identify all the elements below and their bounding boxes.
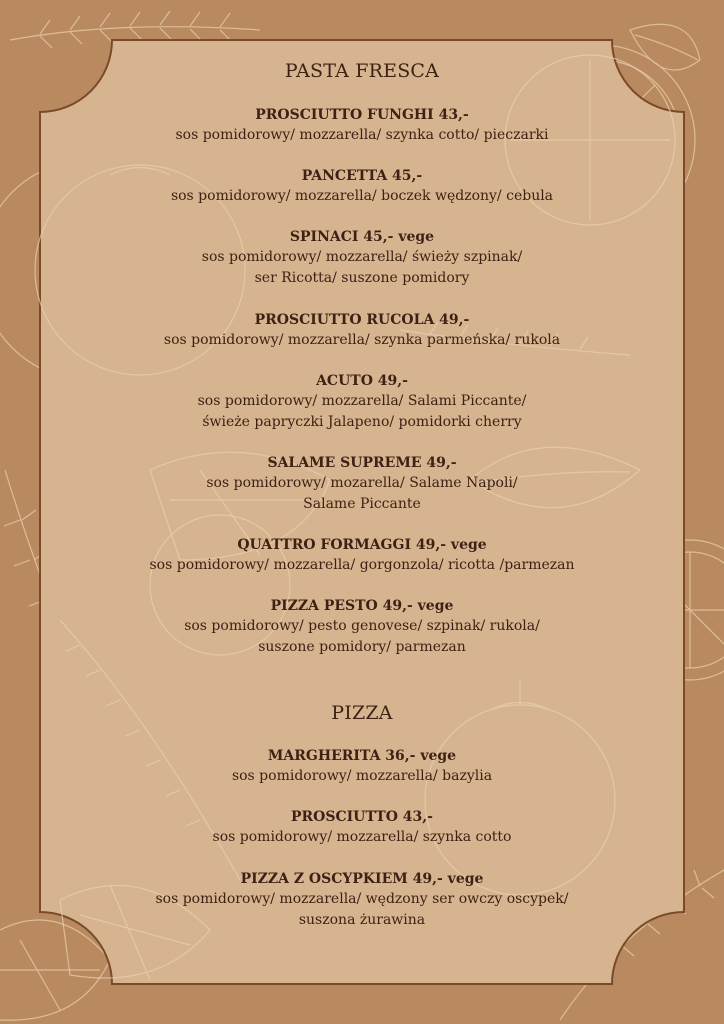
menu-item-title: SALAME SUPREME 49,- [267,455,457,471]
menu-item-title: PANCETTA 45,- [301,168,423,184]
menu-item-description: Salame Piccante [303,496,421,512]
menu-item-description: sos pomidorowy/ mozzarella/ boczek wędzony/ cebula [170,188,554,204]
menu-item-description: sos pomidorowy/ mozzarella/ Salami Piccante/ [197,393,527,409]
menu-item-title: PROSCIUTTO FUNGHI 43,- [255,107,469,123]
menu-item-description: sos pomidorowy/ mozzarella/ szynka cotto [212,829,512,845]
menu-item [40,227,684,289]
menu-item-title: PIZZA PESTO 49,- vege [270,598,454,614]
menu-item [40,166,684,207]
menu-item-description: sos pomidorowy/ mozzarella/ świeży szpinak/ [201,249,523,265]
menu-item [40,596,684,658]
menu-item-title: ACUTO 49,- [316,373,408,389]
menu-item-description: sos pomidorowy/ pesto genovese/ szpinak/ rukola/ [184,618,540,634]
menu-item [40,453,684,515]
menu-item-title: PROSCIUTTO RUCOLA 49,- [254,312,470,328]
menu-item-description: sos pomidorowy/ mozzarella/ szynka cotto/ pieczarki [175,127,549,143]
menu-item-title: PROSCIUTTO 43,- [291,809,433,825]
menu-item [40,105,684,146]
menu-item [40,535,684,576]
menu-item-description: świeże papryczki Jalapeno/ pomidorki cherry [202,414,522,430]
section-title-pasta-fresca: PASTA FRESCA [284,60,440,82]
menu-item-description: sos pomidorowy/ mozzarella/ gorgonzola/ ricotta /parmezan [149,557,575,573]
menu-item [40,746,684,787]
menu-item-description: sos pomidorowy/ mozzarella/ bazylia [231,768,493,784]
menu-item-description: sos pomidorowy/ mozzarella/ szynka parmeńska/ rukola [163,332,561,348]
menu-item-description: ser Ricotta/ suszone pomidory [254,270,470,286]
menu-item [40,869,684,931]
menu-item [40,807,684,848]
menu-item [40,310,684,351]
menu-item-title: MARGHERITA 36,- vege [267,748,457,764]
menu-item-description: sos pomidorowy/ mozzarella/ wędzony ser owczy oscypek/ [155,891,569,907]
menu-item-description: suszona żurawina [298,912,426,928]
menu-item [40,371,684,433]
menu-item-description: suszone pomidory/ parmezan [258,639,466,655]
menu-item-title: SPINACI 45,- vege [289,229,435,245]
menu-item-title: QUATTRO FORMAGGI 49,- vege [237,537,487,553]
menu-item-title: PIZZA Z OSCYPKIEM 49,- vege [240,871,484,887]
menu-item-description: sos pomidorowy/ mozarella/ Salame Napoli/ [206,475,518,491]
section-title-pizza: PIZZA [331,702,393,724]
